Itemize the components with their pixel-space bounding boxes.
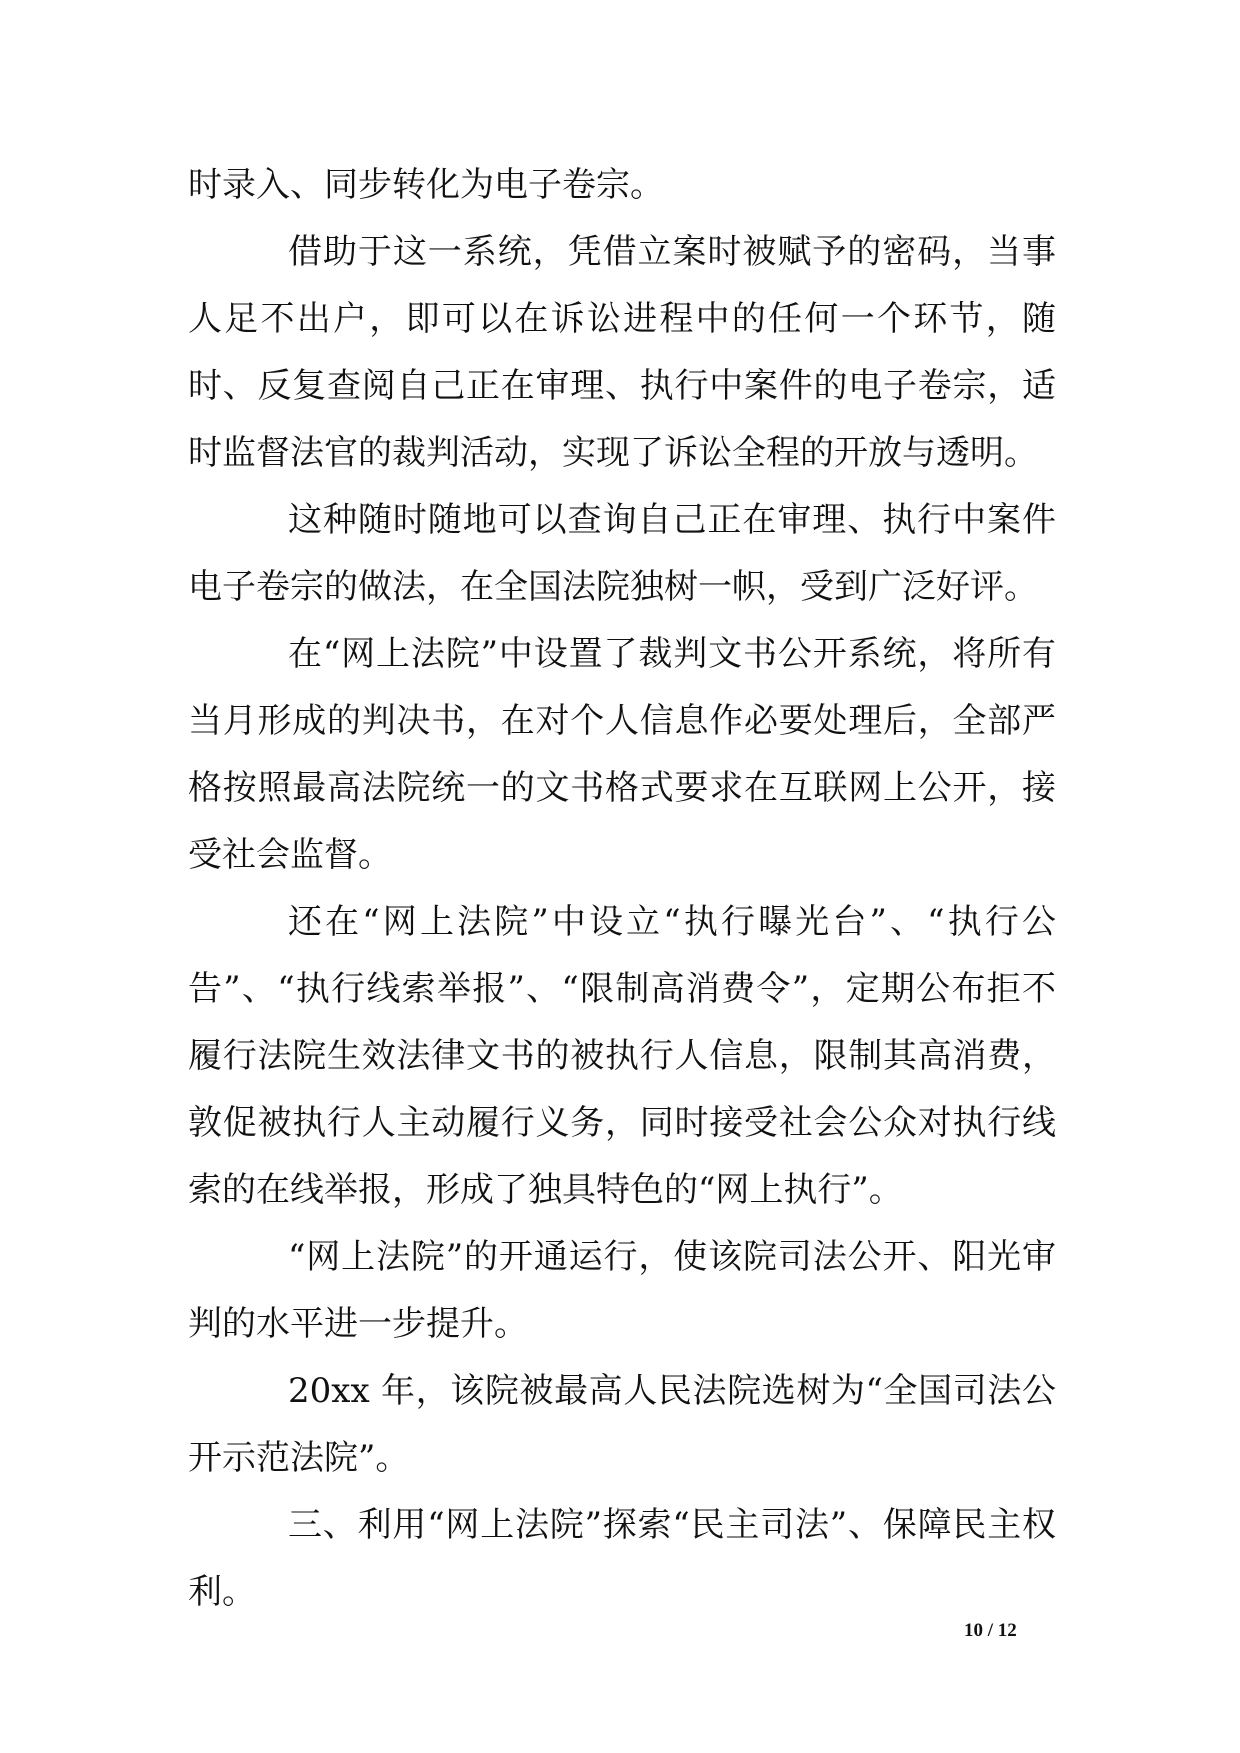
document-body	[188, 152, 1056, 1626]
paragraph-praise: 这种随时随地可以查询自己正在审理、执行中案件电子卷宗的做法，在全国法院独树一帜，受到广泛好评。	[188, 500, 1056, 607]
paragraph-judgment-disclosure: 在“网上法院”中设置了裁判文书公开系统，将所有当月形成的判决书，在对个人信息作必要处理后，全部严格按照最高法院统一的文书格式要求在互联网上公开，接受社会监督。	[188, 634, 1056, 875]
section-heading-three: 三、利用“网上法院”探索“民主司法”、保障民主权利。	[188, 1505, 1056, 1612]
paragraph-continuation: 时录入、同步转化为电子卷宗。	[188, 165, 664, 205]
paragraph-system-access: 借助于这一系统，凭借立案时被赋予的密码，当事人足不出户，即可以在诉讼进程中的任何一个环节，随时、反复查阅自己正在审理、执行中案件的电子卷宗，适时监督法官的裁判活动，实现了诉讼全程的开放与透明。	[188, 232, 1056, 473]
paragraph-execution-exposure: 还在“网上法院”中设立“执行曝光台”、“执行公告”、“执行线索举报”、“限制高消费令”，定期公布拒不履行法院生效法律文书的被执行人信息，限制其高消费，敦促被执行人主动履行义务，同时接受社会公众对执行线索的在线举报，形成了独具特色的“网上执行”。	[188, 902, 1056, 1210]
paragraph-model-court: 20xx 年，该院被最高人民法院选树为“全国司法公开示范法院”。	[188, 1371, 1056, 1478]
page-number: 10 / 12	[964, 1620, 1017, 1641]
paragraph-online-court-effect: “网上法院”的开通运行，使该院司法公开、阳光审判的水平进一步提升。	[188, 1237, 1056, 1344]
